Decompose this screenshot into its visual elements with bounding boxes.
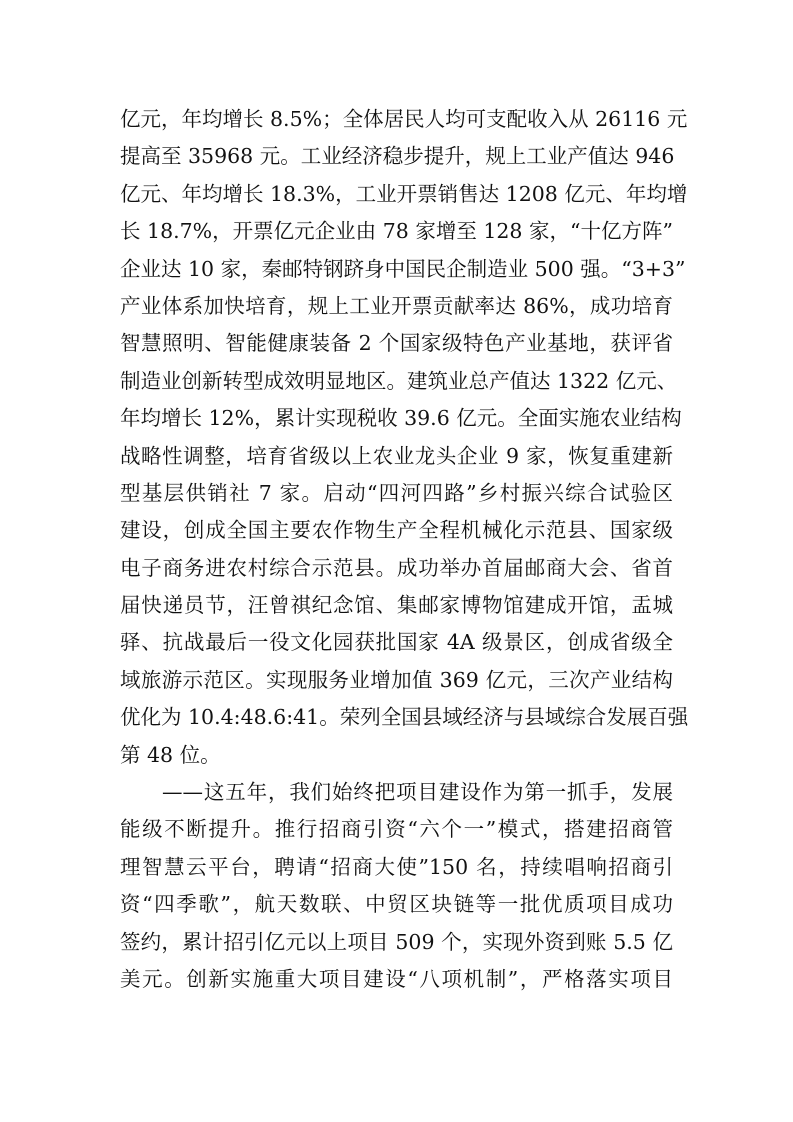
- text-line: 理智慧云平台，聘请“招商大使”150 名，持续唱响招商引: [120, 854, 673, 879]
- text-line: 亿元，年均增长 8.5%；全体居民人均可支配收入从 26116 元: [120, 107, 688, 131]
- text-line: 年均增长 12%，累计实现税收 39.6 亿元。全面实施农业结构: [120, 406, 682, 431]
- text-line: 第 48 位。: [120, 742, 221, 767]
- body-text: [120, 101, 689, 998]
- text-line: 企业达 10 家，秦邮特钢跻身中国民企制造业 500 强。“3+3”: [120, 256, 686, 281]
- text-line: 能级不断提升。推行招商引资“六个一”模式，搭建招商管: [120, 817, 673, 842]
- text-line: 电子商务进农村综合示范县。成功举办首届邮商大会、省首: [120, 555, 673, 580]
- text-line: 长 18.7%，开票亿元企业由 78 家增至 128 家，“十亿方阵”: [120, 219, 673, 244]
- text-line: 驿、抗战最后一役文化园获批国家 4A 级景区，创成省级全: [120, 630, 673, 655]
- text-line: 提高至 35968 元。工业经济稳步提升，规上工业产值达 946: [120, 144, 675, 169]
- text-line: 域旅游示范区。实现服务业增加值 369 亿元，三次产业结构: [120, 667, 673, 692]
- text-line: 优化为 10.4:48.6:41。荣列全国县域经济与县域综合发展百强: [120, 705, 689, 730]
- text-line: 建设，创成全国主要农作物生产全程机械化示范县、国家级: [120, 518, 673, 543]
- text-line: 美元。创新实施重大项目建设“八项机制”，严格落实项目: [120, 966, 673, 991]
- text-line: 亿元、年均增长 18.3%，工业开票销售达 1208 亿元、年均增: [120, 181, 688, 206]
- text-line: 届快递员节，汪曾祺纪念馆、集邮家博物馆建成开馆，盂城: [120, 593, 673, 618]
- text-line: 制造业创新转型成效明显地区。建筑业总产值达 1322 亿元、: [120, 368, 678, 393]
- text-line: 签约，累计招引亿元以上项目 509 个，实现外资到账 5.5 亿: [120, 929, 673, 954]
- text-line: 资“四季歌”，航天数联、中贸区块链等一批优质项目成功: [120, 892, 673, 917]
- paragraph-start-line: ——这五年，我们始终把项目建设作为第一抓手，发展: [162, 780, 673, 805]
- text-line: 战略性调整，培育省级以上农业龙头企业 9 家，恢复重建新: [120, 443, 673, 468]
- text-line: 智慧照明、智能健康装备 2 个国家级特色产业基地，获评省: [120, 331, 673, 356]
- text-line: 型基层供销社 7 家。启动“四河四路”乡村振兴综合试验区: [120, 480, 673, 505]
- text-line: 产业体系加快培育，规上工业开票贡献率达 86%，成功培育: [120, 293, 673, 318]
